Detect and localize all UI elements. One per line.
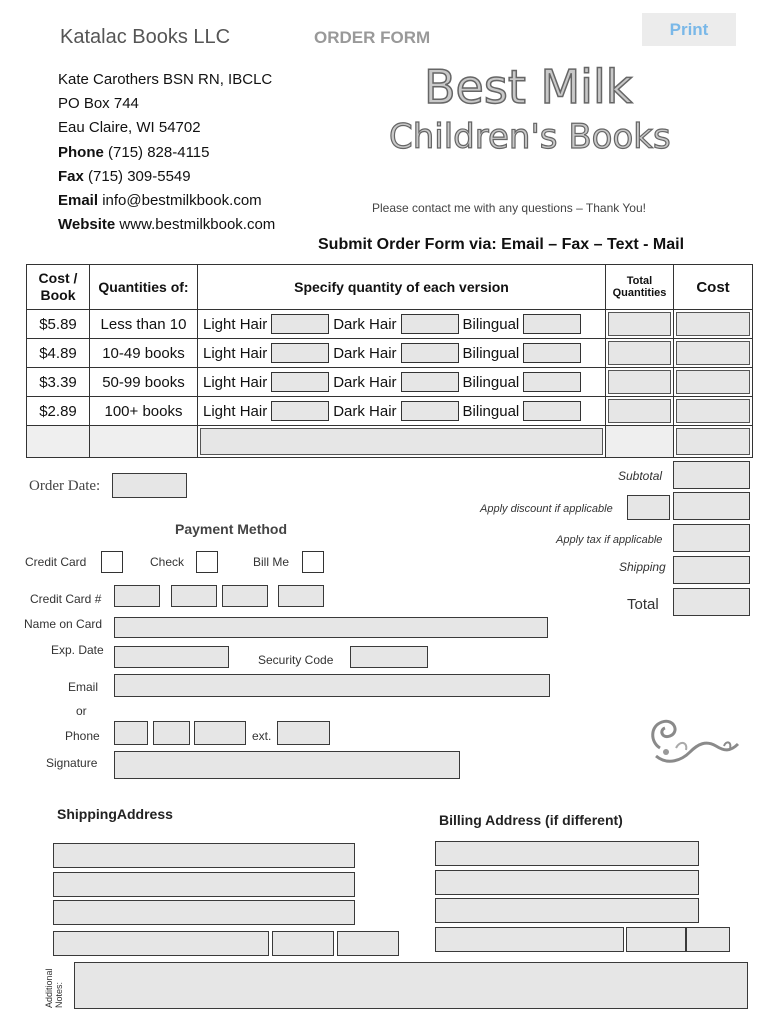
contact-address1: PO Box 744	[58, 95, 139, 112]
email-label: Email	[58, 192, 99, 209]
version-label-light-hair: Light Hair	[203, 344, 268, 362]
row-cost-input[interactable]	[676, 341, 750, 365]
qty-input-light-hair[interactable]	[271, 372, 329, 392]
logo-line1: Best Milk	[424, 60, 633, 114]
phone-line-input[interactable]	[194, 721, 246, 745]
card-number-part3[interactable]	[222, 585, 268, 607]
version-label-bilingual: Bilingual	[462, 402, 520, 420]
check-checkbox[interactable]	[196, 551, 218, 573]
decorative-swirl-icon	[646, 712, 742, 770]
billing-line3[interactable]	[435, 898, 699, 923]
qty-input-light-hair[interactable]	[271, 314, 329, 334]
subtotal-input[interactable]	[673, 461, 750, 489]
qty-input-dark-hair[interactable]	[401, 372, 459, 392]
table-row	[27, 339, 753, 368]
row-cost-cell	[674, 310, 753, 339]
header-cost: Cost	[674, 265, 753, 310]
table-row	[27, 397, 753, 426]
extra-cell	[90, 426, 198, 458]
header-quantities-of: Quantities of:	[90, 265, 198, 310]
shipping-city[interactable]	[53, 931, 269, 956]
name-on-card-input[interactable]	[114, 617, 548, 638]
header-specify: Specify quantity of each version	[198, 265, 606, 310]
website-value: www.bestmilkbook.com	[119, 216, 276, 233]
version-cell	[198, 339, 606, 368]
qty-input-bilingual[interactable]	[523, 401, 581, 421]
phone-prefix-input[interactable]	[153, 721, 190, 745]
exp-date-input[interactable]	[114, 646, 229, 668]
total-quantity-input[interactable]	[608, 370, 671, 394]
company-name: Katalac Books LLC	[60, 26, 231, 48]
shipping-zip[interactable]	[337, 931, 399, 956]
shipping-heading: ShippingAddress	[57, 806, 173, 822]
qty-input-dark-hair[interactable]	[401, 401, 459, 421]
row-cost-input[interactable]	[676, 399, 750, 423]
version-cell	[198, 368, 606, 397]
phone-area-input[interactable]	[114, 721, 148, 745]
shipping-line2[interactable]	[53, 872, 355, 897]
shipping-label: Shipping	[619, 560, 666, 574]
logo-line2: Children's Books	[389, 117, 671, 157]
or-label: or	[76, 704, 87, 718]
total-quantity-cell	[606, 310, 674, 339]
billing-state[interactable]	[626, 927, 686, 952]
row-cost-input[interactable]	[676, 370, 750, 394]
qty-input-light-hair[interactable]	[271, 401, 329, 421]
email-value: info@bestmilkbook.com	[102, 192, 262, 209]
contact-website	[58, 216, 275, 233]
extra-cell	[27, 426, 90, 458]
header-total-quantities: Total Quantities	[606, 265, 674, 310]
total-quantity-input[interactable]	[608, 312, 671, 336]
fax-label: Fax	[58, 168, 84, 185]
form-title: ORDER FORM	[314, 28, 431, 47]
price-cell: $5.89	[27, 310, 90, 339]
range-cell: 10-49 books	[90, 339, 198, 368]
qty-input-dark-hair[interactable]	[401, 314, 459, 334]
ext-label: ext.	[252, 729, 272, 743]
order-date-label: Order Date:	[29, 478, 101, 494]
credit-card-label: Credit Card	[25, 555, 87, 569]
shipping-line3[interactable]	[53, 900, 355, 925]
version-label-dark-hair: Dark Hair	[333, 402, 397, 420]
bill-me-label: Bill Me	[253, 555, 290, 569]
total-label: Total	[627, 596, 659, 613]
name-on-card-label: Name on Card	[24, 617, 103, 631]
shipping-state[interactable]	[272, 931, 334, 956]
order-date-input[interactable]	[112, 473, 187, 498]
version-label-bilingual: Bilingual	[462, 373, 520, 391]
extra-cell	[674, 426, 753, 458]
email-field[interactable]	[114, 674, 550, 697]
version-label-bilingual: Bilingual	[462, 315, 520, 333]
phone-field-label: Phone	[65, 729, 100, 743]
discount-rate-input[interactable]	[627, 495, 670, 520]
notes-input[interactable]	[74, 962, 748, 1009]
table-row	[27, 368, 753, 397]
total-input[interactable]	[673, 588, 750, 616]
version-cell	[198, 310, 606, 339]
shipping-cost-input[interactable]	[673, 556, 750, 584]
billing-zip[interactable]	[686, 927, 730, 952]
version-label-dark-hair: Dark Hair	[333, 315, 397, 333]
submit-heading: Submit Order Form via: Email – Fax – Text - Mail	[318, 236, 685, 253]
qty-input-light-hair[interactable]	[271, 343, 329, 363]
header-cost-per-book: Cost / Book	[27, 265, 90, 310]
extra-cost-input[interactable]	[676, 428, 750, 455]
extra-notes-input[interactable]	[200, 428, 603, 455]
check-label: Check	[150, 555, 185, 569]
discount-label: Apply discount if applicable	[480, 503, 613, 515]
total-quantity-input[interactable]	[608, 399, 671, 423]
signature-input[interactable]	[114, 751, 460, 779]
card-number-part2[interactable]	[171, 585, 217, 607]
tax-label: Apply tax if applicable	[556, 534, 663, 546]
version-label-light-hair: Light Hair	[203, 315, 268, 333]
qty-input-bilingual[interactable]	[523, 314, 581, 334]
extra-cell	[606, 426, 674, 458]
credit-card-checkbox[interactable]	[101, 551, 123, 573]
range-cell: Less than 10	[90, 310, 198, 339]
fax-value: (715) 309-5549	[88, 168, 191, 185]
billing-line1[interactable]	[435, 841, 699, 866]
total-quantity-input[interactable]	[608, 341, 671, 365]
total-quantity-cell	[606, 397, 674, 426]
contact-address2: Eau Claire, WI 54702	[58, 119, 201, 136]
phone-value: (715) 828-4115	[108, 144, 210, 161]
order-table	[26, 264, 753, 458]
email-field-label: Email	[68, 680, 99, 694]
row-cost-cell	[674, 339, 753, 368]
version-cell	[198, 397, 606, 426]
phone-ext-input[interactable]	[277, 721, 330, 745]
price-cell: $4.89	[27, 339, 90, 368]
website-label: Website	[58, 216, 116, 233]
qty-input-bilingual[interactable]	[523, 372, 581, 392]
contact-note: Please contact me with any questions – Thank You!	[372, 201, 646, 215]
contact-email	[58, 192, 262, 209]
payment-heading: Payment Method	[175, 521, 288, 537]
signature-label: Signature	[46, 756, 98, 770]
price-cell: $3.39	[27, 368, 90, 397]
row-cost-cell	[674, 368, 753, 397]
billing-line2[interactable]	[435, 870, 699, 895]
billing-city[interactable]	[435, 927, 624, 952]
total-quantity-cell	[606, 339, 674, 368]
row-cost-cell	[674, 397, 753, 426]
discount-input[interactable]	[673, 492, 750, 520]
notes-label: Additional Notes:	[44, 968, 64, 1008]
contact-name: Kate Carothers BSN RN, IBCLC	[58, 71, 273, 88]
contact-phone	[58, 144, 209, 161]
card-number-part1[interactable]	[114, 585, 160, 607]
qty-input-bilingual[interactable]	[523, 343, 581, 363]
version-label-bilingual: Bilingual	[462, 344, 520, 362]
extra-cell	[198, 426, 606, 458]
shipping-line1[interactable]	[53, 843, 355, 868]
range-cell: 100+ books	[90, 397, 198, 426]
table-row	[27, 310, 753, 339]
security-code-label: Security Code	[258, 653, 334, 667]
price-cell: $2.89	[27, 397, 90, 426]
tax-input[interactable]	[673, 524, 750, 552]
phone-label: Phone	[58, 144, 104, 161]
version-label-light-hair: Light Hair	[203, 402, 268, 420]
version-label-dark-hair: Dark Hair	[333, 344, 397, 362]
card-number-part4[interactable]	[278, 585, 324, 607]
bill-me-checkbox[interactable]	[302, 551, 324, 573]
subtotal-label: Subtotal	[618, 469, 663, 483]
exp-date-label: Exp. Date	[51, 643, 104, 657]
print-button[interactable]: Print	[642, 13, 736, 46]
version-label-dark-hair: Dark Hair	[333, 373, 397, 391]
card-number-label: Credit Card #	[30, 592, 102, 606]
total-quantity-cell	[606, 368, 674, 397]
security-code-input[interactable]	[350, 646, 428, 668]
version-label-light-hair: Light Hair	[203, 373, 268, 391]
row-cost-input[interactable]	[676, 312, 750, 336]
qty-input-dark-hair[interactable]	[401, 343, 459, 363]
range-cell: 50-99 books	[90, 368, 198, 397]
billing-heading: Billing Address (if different)	[439, 812, 623, 828]
table-row-extra	[27, 426, 753, 458]
contact-fax	[58, 168, 191, 185]
